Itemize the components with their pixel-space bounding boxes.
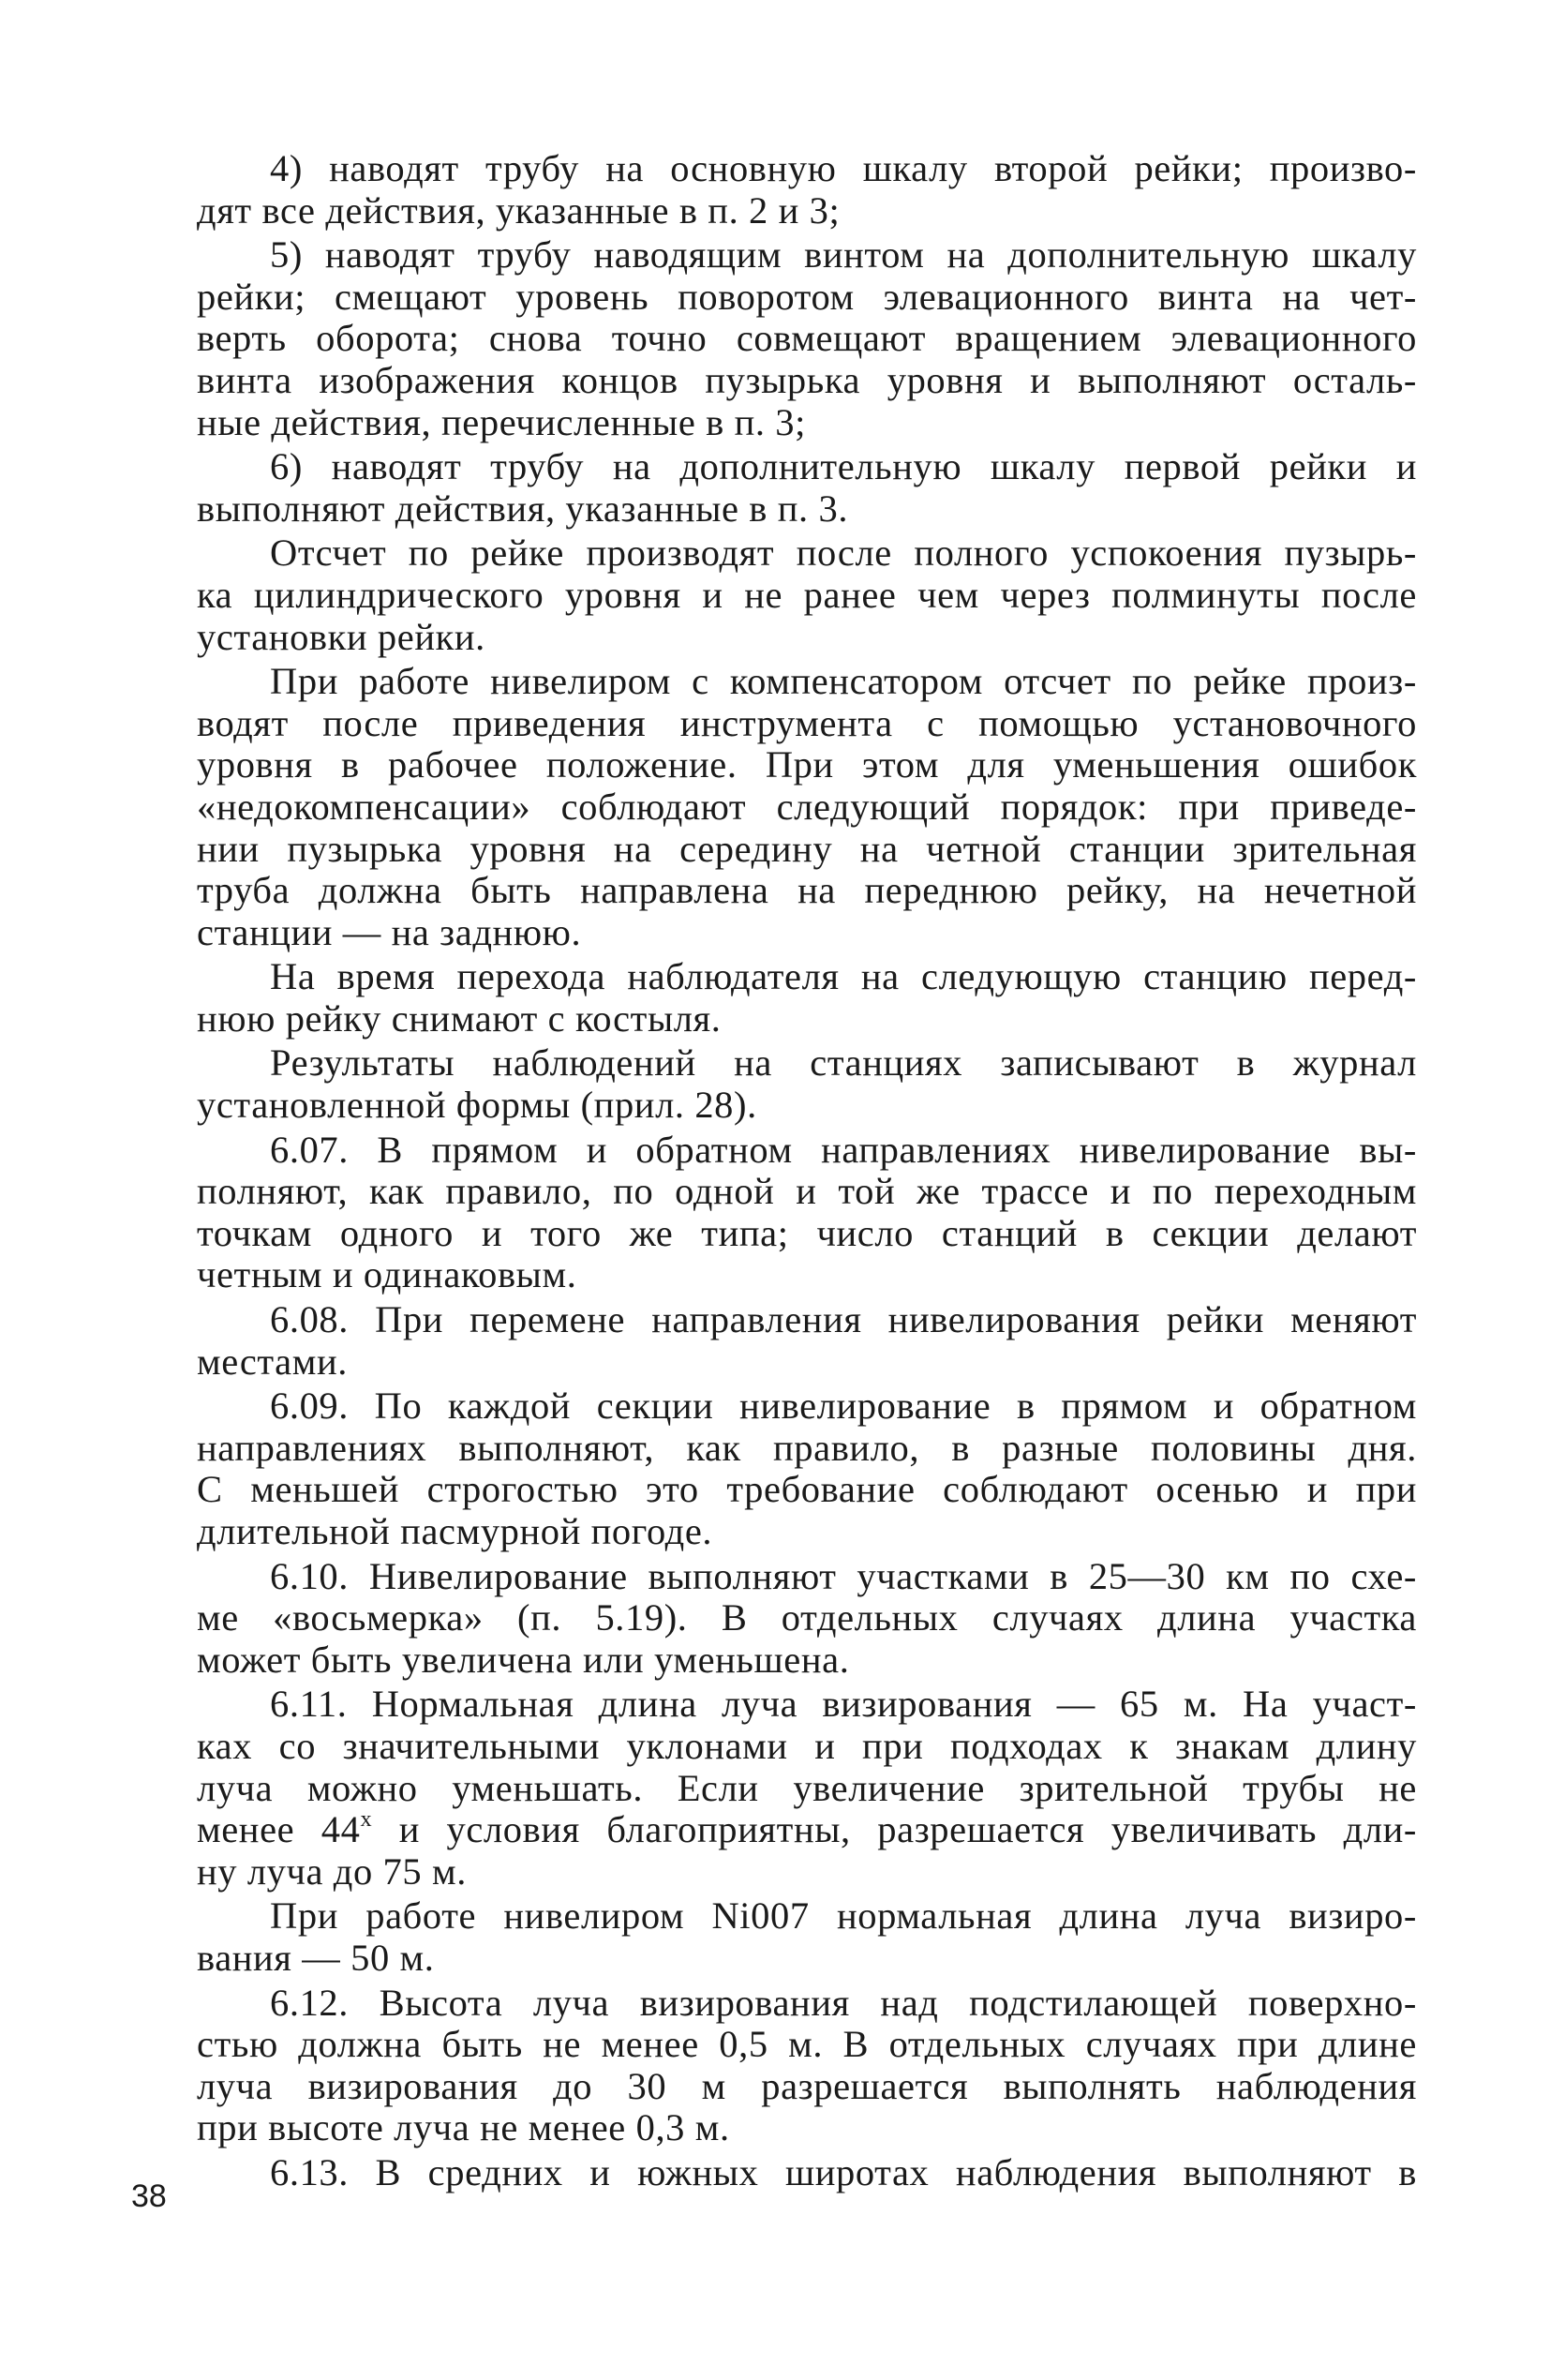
text-line: 6) наводят трубу на дополнительную шкалу первой рейки и [270,445,1417,488]
text-line: четным и одинаковым. [197,1253,577,1296]
text-line: при высоте луча не менее 0,3 м. [197,2106,730,2149]
text-line: дят все действия, указанные в п. 2 и 3; [197,188,841,232]
section-6-11 [197,1684,1417,1893]
paragraph-ni007 [197,1895,1417,1979]
text-line: длительной пасмурной погоде. [197,1510,713,1552]
text-line: «недокомпенсации» соблюдают следующий порядок: при приведе- [197,785,1417,828]
text-line: уровня в рабочее положение. При этом для уменьшения ошибок [197,743,1417,786]
text-line: рейки; смещают уровень поворотом элевационного винта на чет- [197,275,1417,318]
text-line: 6.09. По каждой секции нивелирование в прямом и обратном [270,1385,1417,1428]
text-line: водят после приведения инструмента с помощью установочного [197,701,1417,744]
text-line: вания — 50 м. [197,1936,435,1979]
section-6-08 [197,1299,1417,1383]
text-line: 4) наводят трубу на основную шкалу второй рейки; произво- [270,147,1417,189]
paragraph-item-5 [197,234,1417,443]
section-6-12 [197,1983,1417,2149]
text-fragment: и условия благоприятны, разрешается увеличивать дли- [372,1808,1418,1851]
text-line: нии пузырька уровня на середину на четной станции зрительная [197,827,1417,870]
text-line: 6.11. Нормальная длина луча визирования — 65 м. На участ- [270,1683,1417,1726]
text-line: 6.12. Высота луча визирования над подстилающей поверхно- [270,1981,1417,2024]
text-line: При работе нивелиром Ni007 нормальная длина луча визиро- [270,1894,1417,1938]
paragraph-results [197,1042,1417,1126]
text-line: выполняют действия, указанные в п. 3. [197,486,849,530]
section-6-09 [197,1385,1417,1552]
text-line: ме «восьмерка» (п. 5.19). В отдельных случаях длина участка [197,1596,1417,1639]
text-line: Отсчет по рейке производят после полного успокоения пузырь- [270,531,1417,575]
text-fragment: менее 44 [197,1808,361,1851]
text-line: При работе нивелиром с компенсатором отсчет по рейке произ- [270,660,1417,703]
section-6-10 [197,1556,1417,1682]
text-line: С меньшей строгостью это требование соблюдают осенью и при [197,1468,1417,1511]
text-line: луча можно уменьшать. Если увеличение зрительной трубы не [197,1766,1417,1809]
text-line: 6.07. В прямом и обратном направлениях нивелирование вы- [270,1128,1417,1171]
text-line: ну луча до 75 м. [197,1849,467,1893]
text-line: стью должна быть не менее 0,5 м. В отдельных случаях при длине [197,2023,1417,2066]
magnification-superscript: x [360,1806,373,1833]
paragraph-item-6 [197,446,1417,530]
text-line: направлениях выполняют, как правило, в разные половины дня. [197,1426,1417,1469]
paragraph-item-4 [197,148,1417,232]
page-number: 38 [131,2178,167,2214]
text-line: луча визирования до 30 м разрешается выполнять наблюдения [197,2064,1417,2107]
text-line: нюю рейку снимают с костыля. [197,996,722,1040]
text-line: ные действия, перечисленные в п. 3; [197,400,806,443]
text-line: труба должна быть направлена на переднюю рейку, на нечетной [197,869,1417,912]
paragraph-transition [197,956,1417,1040]
text-line: 6.10. Нивелирование выполняют участками в 25—30 км по схе- [270,1554,1417,1597]
text-line: установленной формы (прил. 28). [197,1084,757,1127]
text-line: станции — на заднюю. [197,910,582,953]
document-body [197,148,1417,2194]
text-line: ка цилиндрического уровня и не ранее чем через полминуты после [197,573,1417,616]
text-line-with-superscript [197,1806,1418,1851]
section-6-07 [197,1130,1417,1296]
text-line: 6.08. При перемене направления нивелирования рейки меняют [270,1298,1417,1341]
text-line: полняют, как правило, по одной и той же трассе и по переходным [197,1170,1417,1213]
text-line: может быть увеличена или уменьшена. [197,1638,850,1681]
text-line: 6.13. В средних и южных широтах наблюдения выполняют в [270,2150,1417,2193]
text-line: Результаты наблюдений на станциях записывают в журнал [270,1041,1417,1085]
text-line: ках со значительными уклонами и при подходах к знакам длину [197,1724,1417,1767]
section-6-13 [197,2152,1417,2194]
text-line: точкам одного и того же типа; число станций в секции делают [197,1211,1417,1254]
text-line: На время перехода наблюдателя на следующую станцию перед- [270,955,1417,998]
text-line: 5) наводят трубу наводящим винтом на дополнительную шкалу [270,233,1417,277]
paragraph-reading-rule [197,532,1417,658]
text-line: винта изображения концов пузырька уровня и выполняют осталь- [197,358,1417,401]
paragraph-compensator [197,661,1417,953]
text-line: установки рейки. [197,615,485,658]
text-line: местами. [197,1340,348,1383]
text-line: верть оборота; снова точно совмещают вращением элевационного [197,317,1417,360]
